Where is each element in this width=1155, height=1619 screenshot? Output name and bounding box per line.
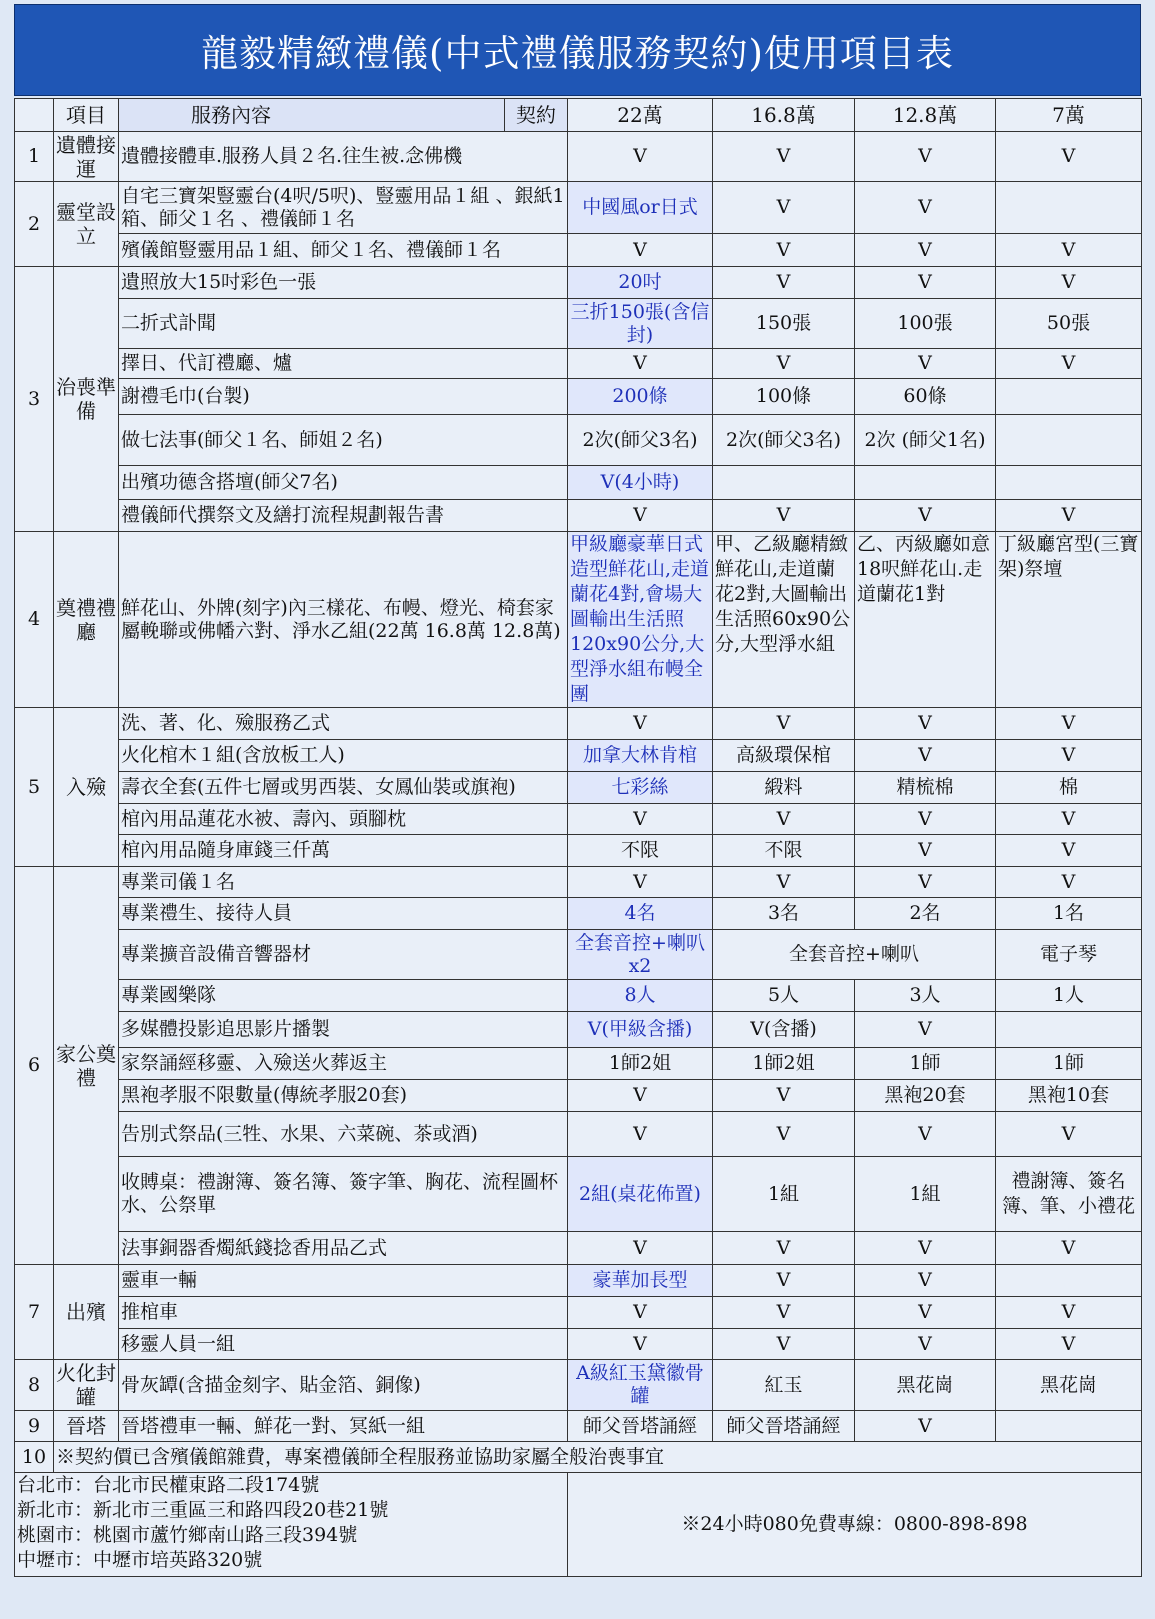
- item-text: 出殯功德含搭壇(師父7名): [119, 466, 568, 500]
- section-number: 9: [15, 1411, 54, 1442]
- cell-7: [996, 379, 1142, 415]
- cell-22: 8人: [568, 980, 713, 1012]
- section-number: 8: [15, 1360, 54, 1411]
- cell-22: A級紅玉黛徽骨罐: [568, 1360, 713, 1411]
- cell-16-8: 150張: [713, 299, 855, 349]
- table-row: [15, 1442, 1142, 1473]
- table-row: [15, 379, 1142, 415]
- cell-16-8: V: [713, 1297, 855, 1329]
- item-text: 多媒體投影追思影片播製: [119, 1012, 568, 1048]
- item-text: 移靈人員一組: [119, 1329, 568, 1360]
- item-text: 收賻桌：禮謝簿、簽名簿、簽字筆、胸花、流程圖杯水、公祭單: [119, 1157, 568, 1232]
- cell-16-8: 甲、乙級廳精緻鮮花山,走道蘭花2對,大圖輸出生活照60x90公分,大型淨水組: [713, 532, 855, 708]
- cell-12-8: V: [855, 500, 996, 532]
- cell-12-8: V: [855, 234, 996, 267]
- section-name: 治喪準備: [54, 267, 119, 532]
- cell-12-8: 100張: [855, 299, 996, 349]
- cell-22: V: [568, 1297, 713, 1329]
- section-number: 4: [15, 532, 54, 708]
- cell-22: 200條: [568, 379, 713, 415]
- item-text: 遺照放大15吋彩色一張: [119, 267, 568, 299]
- table-row: [15, 1012, 1142, 1048]
- cell-7: V: [996, 804, 1142, 835]
- cell-12-8: V: [855, 1112, 996, 1157]
- item-text: 鮮花山、外牌(刻字)內三樣花、布幔、燈光、椅套家屬輓聯或佛幡六對、淨水乙組(22萬 16.8萬 12.8萬): [119, 532, 568, 708]
- cell-16-8: V: [713, 182, 855, 234]
- table-header-row: [15, 99, 1142, 132]
- table-row: [15, 1411, 1142, 1442]
- item-text: 謝禮毛巾(台製): [119, 379, 568, 415]
- item-text: 棺內用品隨身庫錢三仟萬: [119, 835, 568, 867]
- cell-16-8: 2次(師父3名): [713, 415, 855, 466]
- cell-12-8: V: [855, 132, 996, 182]
- cell-22: 甲級廳豪華日式造型鮮花山,走道蘭花4對,會場大圖輸出生活照120x90公分,大型淨水組布幔全團: [568, 532, 713, 708]
- cell-12-8: 黑花崗: [855, 1360, 996, 1411]
- cell-12-8: V: [855, 1265, 996, 1297]
- cell-7: V: [996, 1112, 1142, 1157]
- cell-22: 全套音控+喇叭x2: [568, 930, 713, 980]
- item-text: 自宅三寶架豎靈台(4呎/5呎)、豎靈用品１組 、銀紙1箱、師父１名 、禮儀師１名: [119, 182, 568, 234]
- cell-22: 三折150張(含信封): [568, 299, 713, 349]
- cell-16-8: V: [713, 1112, 855, 1157]
- header-price-7: 7萬: [996, 99, 1142, 132]
- service-items-table: [14, 98, 1142, 1577]
- cell-7: [996, 466, 1142, 500]
- table-row: [15, 532, 1142, 708]
- cell-12-8: 3人: [855, 980, 996, 1012]
- table-row: [15, 234, 1142, 267]
- cell-22: 中國風or日式: [568, 182, 713, 234]
- cell-16-8: V: [713, 1080, 855, 1112]
- section-number: 10: [15, 1442, 54, 1473]
- cell-16-8: 紅玉: [713, 1360, 855, 1411]
- section-number: 5: [15, 708, 54, 867]
- table-row: [15, 980, 1142, 1012]
- cell-12-8: V: [855, 1411, 996, 1442]
- table-row: [15, 349, 1142, 379]
- cell-7: [996, 182, 1142, 234]
- table-row: [15, 1360, 1142, 1411]
- cell-16-8: 緞料: [713, 772, 855, 804]
- address-new-taipei: 新北市：新北市三重區三和路四段20巷21號: [17, 1499, 389, 1521]
- cell-7: [996, 1012, 1142, 1048]
- cell-12-8: 2名: [855, 898, 996, 930]
- cell-22: V(甲級含播): [568, 1012, 713, 1048]
- cell-12-8: 精梳棉: [855, 772, 996, 804]
- table-row: [15, 466, 1142, 500]
- cell-22: V: [568, 349, 713, 379]
- item-text: 推棺車: [119, 1297, 568, 1329]
- table-row: [15, 1112, 1142, 1157]
- item-text: 洗、著、化、殮服務乙式: [119, 708, 568, 740]
- cell-16-8: V: [713, 267, 855, 299]
- cell-22: V: [568, 1112, 713, 1157]
- cell-7: [996, 1265, 1142, 1297]
- cell-22: 20吋: [568, 267, 713, 299]
- cell-12-8: V: [855, 349, 996, 379]
- cell-22: V: [568, 1232, 713, 1265]
- item-text: 黑袍孝服不限數量(傳統孝服20套): [119, 1080, 568, 1112]
- cell-7: 1名: [996, 898, 1142, 930]
- cell-16-8: 1師2姐: [713, 1048, 855, 1080]
- cell-22: 豪華加長型: [568, 1265, 713, 1297]
- cell-16-8: V: [713, 867, 855, 898]
- cell-12-8: 黑袍20套: [855, 1080, 996, 1112]
- cell-16-8: 高級環保棺: [713, 740, 855, 772]
- cell-22: V: [568, 1329, 713, 1360]
- item-text: 專業禮生、接待人員: [119, 898, 568, 930]
- cell-16-8: V: [713, 349, 855, 379]
- cell-12-8: [855, 466, 996, 500]
- table-row: [15, 930, 1142, 980]
- section-number: 6: [15, 867, 54, 1265]
- cell-7: V: [996, 1232, 1142, 1265]
- cell-12-8: 乙、丙級廳如意18呎鮮花山.走道蘭花1對: [855, 532, 996, 708]
- table-row: [15, 1048, 1142, 1080]
- header-price-22: 22萬: [568, 99, 713, 132]
- cell-22: 師父晉塔誦經: [568, 1411, 713, 1442]
- cell-22: V: [568, 132, 713, 182]
- cell-7: 電子琴: [996, 930, 1142, 980]
- address-taipei: 台北市：台北市民權東路二段174號: [17, 1474, 320, 1496]
- cell-22: 2次(師父3名): [568, 415, 713, 466]
- header-contract: 契約: [505, 99, 568, 132]
- item-text: 專業國樂隊: [119, 980, 568, 1012]
- header-item: 項目: [54, 99, 119, 132]
- cell-12-8: V: [855, 1297, 996, 1329]
- section-name: 入殮: [54, 708, 119, 867]
- page-title: 龍毅精緻禮儀(中式禮儀服務契約)使用項目表: [201, 32, 954, 75]
- cell-12-8: V: [855, 1232, 996, 1265]
- cell-16-8: V: [713, 234, 855, 267]
- table-row: [15, 500, 1142, 532]
- cell-16-8: V: [713, 132, 855, 182]
- table-row: [15, 1329, 1142, 1360]
- item-text: 遺體接體車.服務人員２名.往生被.念佛機: [119, 132, 568, 182]
- cell-16-8: 1組: [713, 1157, 855, 1232]
- cell-16-8: V: [713, 804, 855, 835]
- item-text: 晉塔禮車一輛、鮮花一對、冥紙一組: [119, 1411, 568, 1442]
- address-zhongli: 中壢市：中壢市培英路320號: [17, 1549, 263, 1571]
- item-text: 棺內用品蓮花水被、壽內、頭腳枕: [119, 804, 568, 835]
- address-list: [15, 1473, 568, 1577]
- item-text: 做七法事(師父１名、師姐２名): [119, 415, 568, 466]
- item-text: 骨灰罈(含描金刻字、貼金箔、銅像): [119, 1360, 568, 1411]
- item-text: 壽衣全套(五件七層或男西裝、女鳳仙裝或旗袍): [119, 772, 568, 804]
- table-row: [15, 708, 1142, 740]
- cell-22: 2組(桌花佈置): [568, 1157, 713, 1232]
- item-text: 擇日、代訂禮廳、爐: [119, 349, 568, 379]
- header-price-16-8: 16.8萬: [713, 99, 855, 132]
- section-number: 1: [15, 132, 54, 182]
- item-text: 禮儀師代撰祭文及繕打流程規劃報告書: [119, 500, 568, 532]
- section-number: 3: [15, 267, 54, 532]
- item-text: 專業司儀１名: [119, 867, 568, 898]
- cell-16-8: V: [713, 1329, 855, 1360]
- cell-12-8: V: [855, 804, 996, 835]
- cell-7: 黑花崗: [996, 1360, 1142, 1411]
- cell-12-8: V: [855, 1329, 996, 1360]
- table-row: [15, 1232, 1142, 1265]
- cell-7: 1師: [996, 1048, 1142, 1080]
- cell-22: V: [568, 804, 713, 835]
- cell-7: V: [996, 500, 1142, 532]
- cell-7: V: [996, 1297, 1142, 1329]
- table-row: [15, 1265, 1142, 1297]
- cell-7: V: [996, 708, 1142, 740]
- cell-22: V: [568, 234, 713, 267]
- cell-12-8: V: [855, 182, 996, 234]
- cell-16-8: V: [713, 500, 855, 532]
- cell-12-8: 60條: [855, 379, 996, 415]
- section-name: 晉塔: [54, 1411, 119, 1442]
- cell-16-8: 100條: [713, 379, 855, 415]
- item-text: 法事銅器香燭紙錢捻香用品乙式: [119, 1232, 568, 1265]
- cell-16-8-12-8: 全套音控+喇叭: [713, 930, 996, 980]
- cell-22: 七彩絲: [568, 772, 713, 804]
- cell-12-8: V: [855, 267, 996, 299]
- item-text: 靈車一輛: [119, 1265, 568, 1297]
- item-text: 殯儀館豎靈用品１組、師父１名、禮儀師１名: [119, 234, 568, 267]
- cell-22: 加拿大林肯棺: [568, 740, 713, 772]
- cell-16-8: 師父晉塔誦經: [713, 1411, 855, 1442]
- cell-7: 棉: [996, 772, 1142, 804]
- cell-7: 禮謝簿、簽名簿、筆、小禮花: [996, 1157, 1142, 1232]
- cell-22: V: [568, 708, 713, 740]
- section-name: 家公奠禮: [54, 867, 119, 1265]
- cell-7: [996, 1411, 1142, 1442]
- cell-7: 1人: [996, 980, 1142, 1012]
- item-text: 二折式訃聞: [119, 299, 568, 349]
- cell-12-8: V: [855, 740, 996, 772]
- footer-row: [15, 1473, 1142, 1577]
- item-text: 火化棺木１組(含放板工人): [119, 740, 568, 772]
- cell-22: 不限: [568, 835, 713, 867]
- cell-16-8: V(含播): [713, 1012, 855, 1048]
- table-row: [15, 132, 1142, 182]
- title-bar: [14, 4, 1141, 96]
- cell-7: 50張: [996, 299, 1142, 349]
- cell-12-8: V: [855, 835, 996, 867]
- cell-22: 1師2姐: [568, 1048, 713, 1080]
- header-price-12-8: 12.8萬: [855, 99, 996, 132]
- table-row: [15, 740, 1142, 772]
- table-row: [15, 898, 1142, 930]
- cell-7: V: [996, 1329, 1142, 1360]
- table-row: [15, 867, 1142, 898]
- cell-12-8: 2次 (師父1名): [855, 415, 996, 466]
- item-text: 專業擴音設備音響器材: [119, 930, 568, 980]
- table-row: [15, 267, 1142, 299]
- cell-16-8: 3名: [713, 898, 855, 930]
- cell-12-8: V: [855, 1012, 996, 1048]
- table-row: [15, 182, 1142, 234]
- cell-22: 4名: [568, 898, 713, 930]
- section-name: 火化封罐: [54, 1360, 119, 1411]
- table-row: [15, 415, 1142, 466]
- section-name: 遺體接運: [54, 132, 119, 182]
- cell-7: V: [996, 267, 1142, 299]
- item-text: 告別式祭品(三牲、水果、六菜碗、茶或酒): [119, 1112, 568, 1157]
- section-name: 出殯: [54, 1265, 119, 1360]
- table-row: [15, 1080, 1142, 1112]
- table-row: [15, 835, 1142, 867]
- cell-7: V: [996, 867, 1142, 898]
- cell-7: V: [996, 835, 1142, 867]
- cell-7: V: [996, 132, 1142, 182]
- cell-7: 丁級廳宮型(三寶架)祭壇: [996, 532, 1142, 708]
- header-blank: [15, 99, 54, 132]
- cell-12-8: 1組: [855, 1157, 996, 1232]
- header-content: 服務內容: [119, 99, 505, 132]
- cell-7: 黑袍10套: [996, 1080, 1142, 1112]
- cell-22: V(4小時): [568, 466, 713, 500]
- cell-16-8: V: [713, 1265, 855, 1297]
- hotline: ※24小時080免費專線：0800-898-898: [568, 1473, 1142, 1577]
- section-number: 2: [15, 182, 54, 267]
- cell-16-8: V: [713, 1232, 855, 1265]
- section-name: 奠禮禮廳: [54, 532, 119, 708]
- cell-7: V: [996, 740, 1142, 772]
- cell-12-8: 1師: [855, 1048, 996, 1080]
- cell-7: V: [996, 234, 1142, 267]
- section-number: 7: [15, 1265, 54, 1360]
- table-row: [15, 804, 1142, 835]
- cell-22: V: [568, 1080, 713, 1112]
- table-row: [15, 772, 1142, 804]
- table-row: [15, 1157, 1142, 1232]
- cell-7: V: [996, 349, 1142, 379]
- table-row: [15, 1297, 1142, 1329]
- address-taoyuan: 桃園市：桃園市蘆竹鄉南山路三段394號: [17, 1524, 358, 1546]
- cell-22: V: [568, 500, 713, 532]
- cell-16-8: 不限: [713, 835, 855, 867]
- cell-16-8: [713, 466, 855, 500]
- cell-16-8: 5人: [713, 980, 855, 1012]
- cell-16-8: V: [713, 708, 855, 740]
- cell-7: [996, 415, 1142, 466]
- item-text: 家祭誦經移靈、入殮送火葬返主: [119, 1048, 568, 1080]
- cell-12-8: V: [855, 708, 996, 740]
- contract-note: ※契約價已含殯儀館雜費，專案禮儀師全程服務並協助家屬全般治喪事宜: [54, 1442, 1142, 1473]
- table-row: [15, 299, 1142, 349]
- cell-12-8: V: [855, 867, 996, 898]
- cell-22: V: [568, 867, 713, 898]
- section-name: 靈堂設立: [54, 182, 119, 267]
